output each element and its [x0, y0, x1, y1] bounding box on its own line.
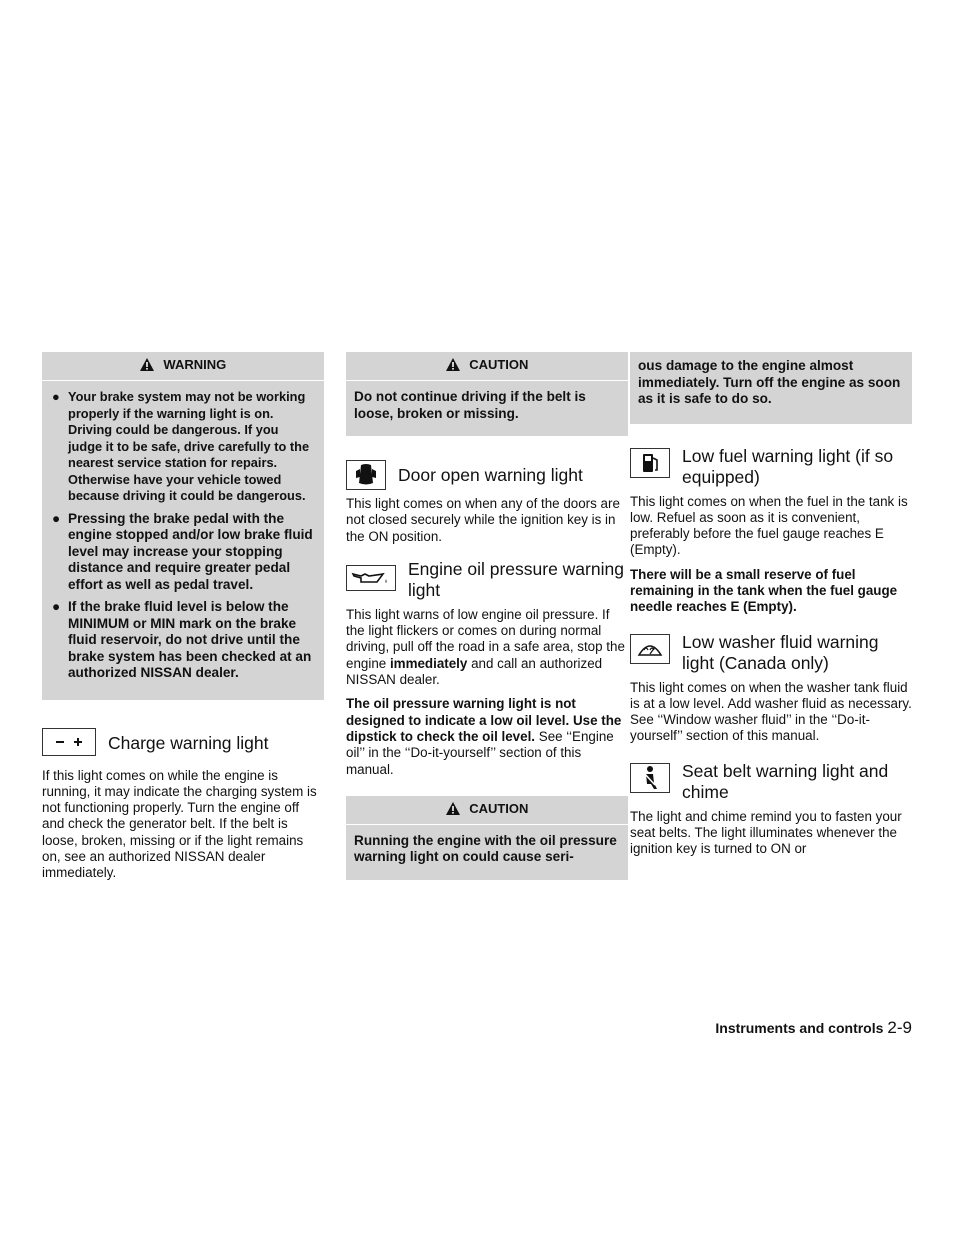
- column-left: [42, 352, 324, 882]
- charge-text: If this light comes on while the engine is running, it may indicate the charging system is not functioning properly. Turn the engine off and check the generator belt. If the belt is loose, broken, missing or if the light remains on, see an authorized NISSAN dealer immediately.: [42, 767, 317, 881]
- oil-note: The oil pressure warning light is not designed to indicate a low oil level. Use the dipstick to check the oil level. See ‘‘Engine oil’’ in the ‘‘Do-it-yourself’’ section of this manual.: [346, 696, 622, 777]
- washer-text: This light comes on when the washer tank fluid is at a low level. Add washer fluid as necessary. See ‘‘Window washer fluid’’ in the ‘‘Do-it-yourself’’ section of this manual.: [630, 679, 912, 744]
- warning-title: WARNING: [163, 357, 227, 372]
- caution-continued-text: ous damage to the engine almost immediately. Turn off the engine as soon as it is safe to do so.: [638, 358, 901, 406]
- washer-heading-row: [630, 630, 912, 674]
- warning-triangle-icon: [446, 358, 460, 374]
- page-footer: [630, 1018, 912, 1038]
- warning-triangle-icon: [446, 802, 460, 818]
- seat-heading-row: [630, 759, 912, 803]
- warning-box: [42, 352, 324, 700]
- door-open-icon: [346, 460, 386, 490]
- oil-title: Engine oil pressure warning light: [408, 558, 624, 600]
- caution-box-belt: [346, 352, 628, 436]
- caution-header: CAUTION: [346, 352, 628, 380]
- page-number: 2-9: [887, 1018, 912, 1037]
- caution-header: CAUTION: [346, 796, 628, 824]
- battery-icon: [42, 728, 96, 756]
- charge-title: Charge warning light: [108, 732, 269, 753]
- door-text: This light comes on when any of the doors are not closed securely while the ignition key is in the ON position.: [346, 496, 620, 544]
- seat-text: The light and chime remind you to fasten your seat belts. The light illuminates whenever the ignition key is turned to ON or: [630, 808, 902, 857]
- warning-bullet: ● Your brake system may not be working properly if the warning light is on. Driving could be dangerous. If you judge it to be safe, drive carefully to the nearest service station for repairs. Otherwise have your vehicle towed because driving it could be dangerous.: [52, 389, 310, 503]
- caution-box-oil: [346, 796, 628, 880]
- warning-header: [42, 352, 324, 380]
- door-heading-row: [346, 456, 628, 490]
- fuel-pump-icon: [630, 448, 670, 478]
- seat-title: Seat belt warning light and chime: [682, 760, 889, 802]
- oil-text: This light warns of low engine oil pressure. If the light flickers or comes on during normal driving, pull off the road in a safe area, stop the engine immediately and call an authorized NISSAN dealer.: [346, 606, 625, 688]
- caution-oil-text: Running the engine with the oil pressure warning light on could cause seri-: [354, 832, 617, 865]
- section-name: Instruments and controls: [715, 1020, 884, 1036]
- caution-box-continued: [630, 352, 912, 424]
- warning-bullet: ● Pressing the brake pedal with the engine stopped and/or low brake fluid level may increase your stopping distance and require greater pedal effort as well as pedal travel.: [52, 510, 313, 592]
- caution-belt-text: Do not continue driving if the belt is loose, broken or missing.: [354, 389, 586, 421]
- seat-belt-icon: [630, 763, 670, 793]
- fuel-title: Low fuel warning light (if so equipped): [682, 445, 894, 487]
- warning-triangle-icon: [140, 358, 154, 374]
- washer-title: Low washer fluid warning light (Canada only): [682, 631, 879, 673]
- fuel-text: This light comes on when the fuel in the tank is low. Refuel as soon as it is convenient, preferably before the fuel gauge reaches E (Empty).: [630, 493, 908, 558]
- fuel-note: There will be a small reserve of fuel remaining in the tank when the fuel gauge needle reaches E (Empty).: [630, 566, 898, 615]
- column-right: [630, 352, 912, 858]
- warning-bullet: ● If the brake fluid level is below the MINIMUM or MIN mark on the brake fluid reservoir, do not drive until the brake system has been checked at an authorized NISSAN dealer.: [52, 599, 312, 680]
- oil-can-icon: [346, 565, 396, 591]
- charge-heading-row: [42, 726, 324, 756]
- washer-fluid-icon: [630, 634, 670, 664]
- column-middle: [346, 352, 628, 880]
- fuel-heading-row: [630, 444, 912, 488]
- door-title: Door open warning light: [398, 465, 583, 485]
- oil-heading-row: [346, 559, 628, 601]
